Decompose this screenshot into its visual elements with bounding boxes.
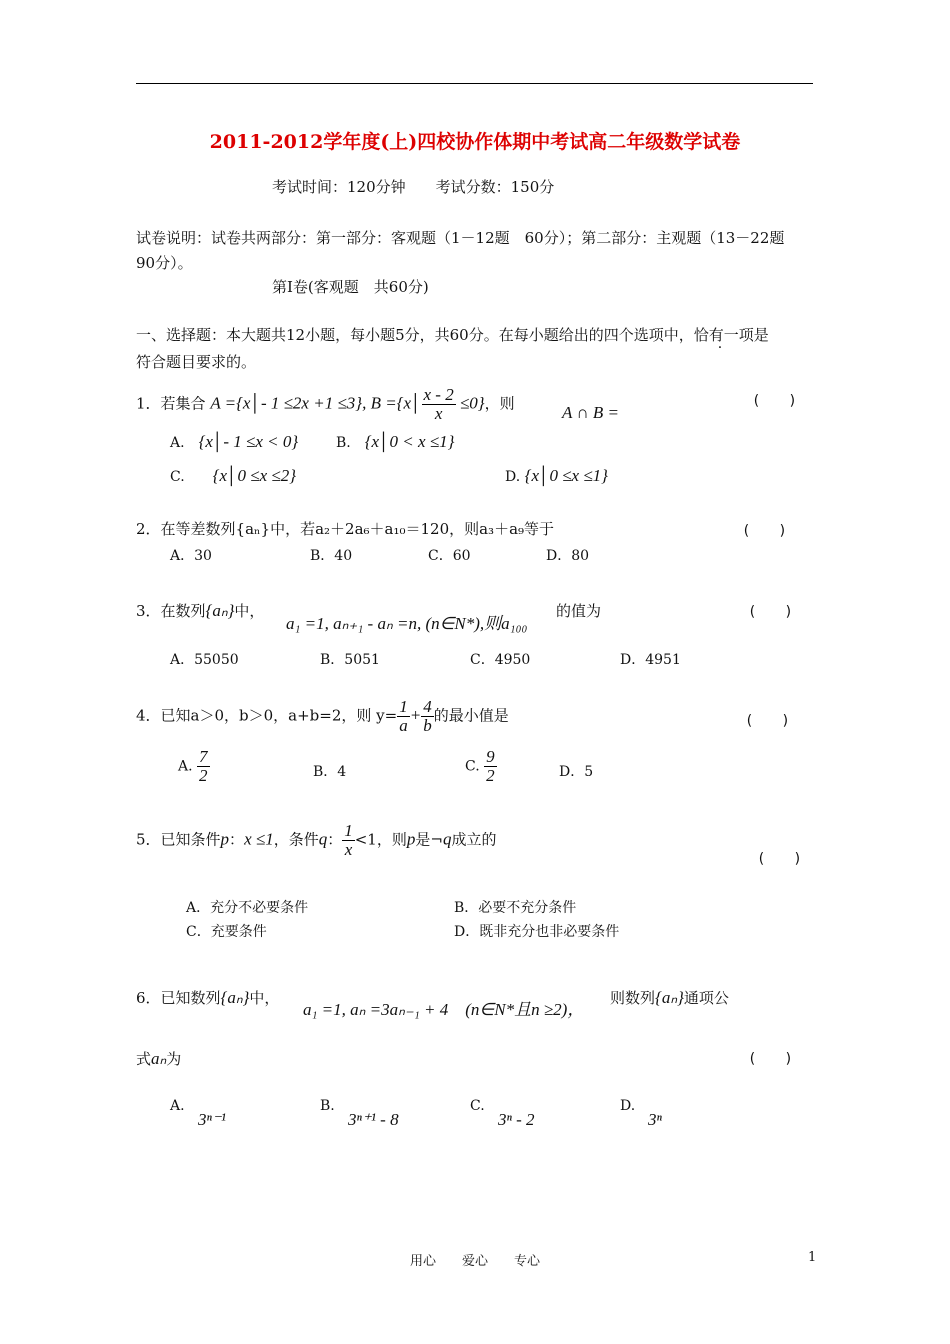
q2-answer-paren: ( ) — [742, 523, 787, 539]
q4-option-a: A. $\frac{7}{2}$ — [178, 747, 208, 785]
q4-stem: 4．已知a＞0，b＞0，a+b=2，则 y= $\frac{1}{a}$ + $\frac{4}{b}$ 的最小值是 — [136, 697, 509, 735]
q6-sequence: {aₙ} — [220, 988, 250, 1007]
q3-option-a: A．55050 — [170, 652, 239, 668]
q3-option-b: B．5051 — [320, 652, 380, 668]
q5-answer-paren: ( ) — [757, 851, 802, 867]
q2-option-d: D．80 — [546, 548, 590, 564]
q6-stem: 6．已知数列{aₙ}中， — [136, 988, 280, 1007]
q3-option-d: D．4951 — [620, 652, 681, 668]
q1-answer-paren: ( ) — [752, 393, 797, 409]
q1-option-b: B. {x│0 < x ≤1} — [336, 432, 455, 451]
q5-option-d: D．既非充分也非必要条件 — [454, 924, 620, 940]
q6-option-c-label: C. — [470, 1098, 485, 1114]
q3-condition: a₁ =1, aₙ₊₁ - aₙ =n, (n∈N*),则a₁₀₀ — [286, 614, 528, 633]
q5-stem: 5．已知条件p：x ≤1，条件q： $\frac{1}{x}$ <1，则p是¬q成立的 — [136, 821, 497, 859]
q5-option-b: B．必要不充分条件 — [454, 900, 577, 916]
q3-tail: 的值为 — [556, 602, 602, 620]
q6-option-a-label: A. — [170, 1098, 185, 1114]
q4-option-b: B．4 — [313, 764, 347, 780]
exam-title: 2011-2012学年度(上)四校协作体期中考试高二年级数学试卷 — [209, 131, 741, 153]
q6-option-b-label: B. — [320, 1098, 335, 1114]
q1-fraction: $\frac{x - 2}{x}$ — [423, 385, 454, 423]
part1-tail: 是 — [753, 326, 769, 344]
part1-text: 一、选择题：本大题共12小题，每小题5分，共60分。在每小题给出的四个选项中， — [136, 326, 694, 344]
q1-stem: 1．若集合 A ={x│- 1 ≤2x +1 ≤3}, B ={x│ $\frac{x - 2}{x}$ ≤0}，则 — [136, 385, 515, 423]
q2-stem: 2．在等差数列{aₙ}中，若a₂＋2a₆＋a₁₀＝120，则a₃＋a₉等于 — [136, 520, 555, 538]
q4-fraction-2: $\frac{4}{b}$ — [423, 697, 432, 735]
q3-option-c: C．4950 — [470, 652, 531, 668]
q5-fraction: $\frac{1}{x}$ — [344, 821, 353, 859]
part1-line2: 符合题目要求的。 — [136, 353, 257, 371]
q6-option-d-label: D. — [620, 1098, 636, 1114]
section-title: 第Ⅰ卷(客观题 共60分) — [272, 278, 429, 296]
q1-option-d: D. {x│0 ≤x ≤1} — [505, 466, 608, 485]
part1-line1 — [136, 324, 769, 345]
page-footer: 用心 爱心 专心 — [409, 1254, 540, 1269]
q3-answer-paren: ( ) — [748, 604, 793, 620]
q1-result: A ∩ B = — [562, 403, 619, 422]
exam-info: 考试时间：120分钟 考试分数：150分 — [272, 178, 555, 196]
q2-option-b: B．40 — [310, 548, 353, 564]
q6-line2: 式aₙ为 — [136, 1049, 182, 1068]
q3-stem: 3．在数列{aₙ}中， — [136, 601, 265, 620]
q3-sequence: {aₙ} — [205, 601, 235, 620]
q6-option-b: 3ⁿ⁺¹ - 8 — [348, 1110, 399, 1129]
instructions-line2: 90分）。 — [136, 254, 193, 272]
q5-option-c: C．充要条件 — [186, 924, 267, 940]
q4-answer-paren: ( ) — [745, 713, 790, 729]
q6-condition: a₁ =1, aₙ =3aₙ₋₁ + 4 (n∈N*且n ≥2)， — [303, 1000, 585, 1019]
q6-option-a: 3ⁿ⁻¹ — [198, 1110, 226, 1129]
q1-option-a: A. {x│- 1 ≤x < 0} — [170, 432, 299, 451]
q2-option-c: C．60 — [428, 548, 471, 564]
q6-option-c: 3ⁿ - 2 — [498, 1110, 535, 1129]
q4-fraction-1: $\frac{1}{a}$ — [399, 697, 408, 735]
q6-answer-paren: ( ) — [748, 1051, 793, 1067]
q1-option-c: C. {x│0 ≤x ≤2} — [170, 466, 296, 485]
q1-set-a: A ={x│- 1 ≤2x +1 ≤3}, B ={x│ — [210, 393, 422, 413]
q4-option-d: D．5 — [559, 764, 594, 780]
q4-option-c: C. $\frac{9}{2}$ — [465, 747, 495, 785]
part1-emphasis: 恰有一项 — [693, 326, 754, 344]
q6-tail: 则数列{aₙ}通项公 — [610, 988, 729, 1007]
instructions-line1: 试卷说明：试卷共两部分：第一部分：客观题（1－12题 60分）；第二部分：主观题（13－22题 — [136, 229, 785, 247]
q2-option-a: A．30 — [170, 548, 212, 564]
q6-option-d: 3ⁿ — [648, 1110, 662, 1129]
page-number: 1 — [808, 1250, 817, 1265]
header-rule — [136, 83, 813, 84]
q5-option-a: A．充分不必要条件 — [186, 900, 309, 916]
